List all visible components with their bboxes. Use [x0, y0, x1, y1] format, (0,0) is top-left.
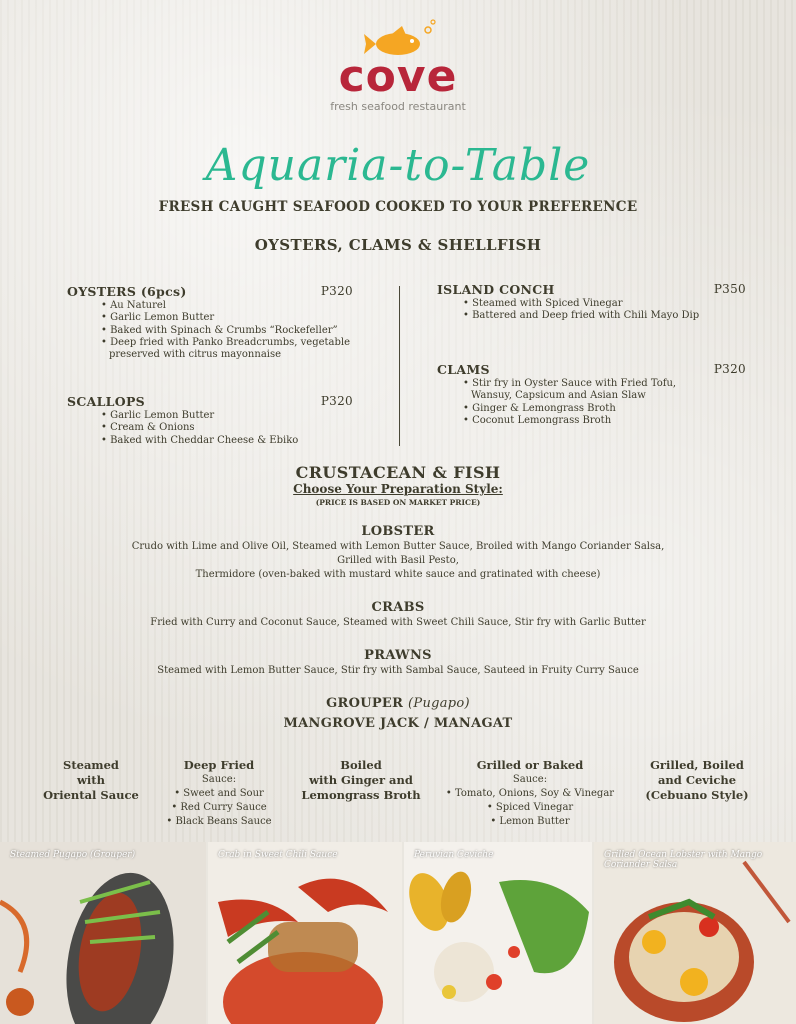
market-price-note: (PRICE IS BASED ON MARKET PRICE) [315, 498, 481, 507]
item-name: ISLAND CONCH [437, 282, 555, 297]
option: • Battered and Deep fried with Chili Mayo Dip [463, 310, 746, 322]
item-price: P320 [320, 284, 353, 298]
style-line: Oriental Sauce [43, 788, 139, 802]
style-line: Deep Fried [183, 758, 255, 772]
sauce-option: Red Curry Sauce [180, 802, 267, 813]
grouper-local-name: (Pugapo) [408, 696, 470, 711]
grouper-block [0, 696, 796, 732]
lobster-line: Grilled with Basil Pesto, [337, 555, 459, 566]
option: • Cream & Onions [101, 422, 353, 434]
lobster-block [0, 524, 796, 582]
style-line: (Cebuano Style) [645, 788, 749, 802]
option: • Garlic Lemon Butter [101, 410, 353, 422]
brand-tagline: fresh seafood restaurant [330, 100, 466, 113]
style-line: Lemongrass Broth [301, 788, 421, 802]
lobster-line: Crudo with Lime and Olive Oil, Steamed with Lemon Butter Sauce, Broiled with Mango Coriander Salsa, [131, 541, 665, 552]
crabs-title: CRABS [371, 600, 425, 615]
grouper-image [0, 842, 206, 1024]
option: • Stir fry in Oyster Sauce with Fried Tofu, Wansuy, Capsicum and Asian Slaw [463, 378, 703, 403]
shellfish-heading: OYSTERS, CLAMS & SHELLFISH [254, 236, 542, 254]
sauce-option: Tomato, Onions, Soy & Vinegar [455, 788, 615, 799]
option: • Deep fried with Panko Breadcrumbs, vegetable preserved with citrus mayonnaise [101, 337, 353, 362]
style-boiled [292, 758, 430, 803]
option: • Baked with Spinach & Crumbs “Rockefeller” [101, 325, 353, 337]
grouper-title: GROUPER [326, 696, 404, 711]
item-price: P320 [320, 394, 353, 408]
menu-item-clams [437, 362, 746, 427]
option: • Ginger & Lemongrass Broth [463, 403, 703, 415]
item-name: CLAMS [437, 362, 490, 377]
choose-style-label: Choose Your Preparation Style: [293, 482, 503, 496]
page-title: Aquaria-to-Table [205, 140, 591, 191]
crustacean-heading: CRUSTACEAN & FISH [295, 463, 501, 482]
option: • Garlic Lemon Butter [101, 312, 353, 324]
item-price: P350 [713, 282, 746, 296]
prawns-text: Steamed with Lemon Butter Sauce, Stir fry with Sambal Sauce, Sauteed in Fruity Curry Sauce [157, 665, 639, 676]
mangrove-title: MANGROVE JACK / MANAGAT [283, 716, 513, 731]
option: • Baked with Cheddar Cheese & Ebiko [101, 435, 353, 447]
preparation-intro [0, 482, 796, 509]
photo-grouper [0, 842, 206, 1024]
item-name: OYSTERS (6pcs) [67, 284, 187, 299]
crabs-block [0, 600, 796, 630]
photo-caption: Grilled Ocean Lobster with Mango Coriander Salsa [604, 850, 763, 870]
style-grilled-boiled-ceviche [632, 758, 762, 803]
column-divider [399, 286, 400, 446]
style-line: Grilled, Boiled [650, 758, 744, 772]
style-line: with [77, 773, 105, 787]
crab-image [208, 842, 402, 1024]
style-sauce-label: Sauce: [512, 774, 548, 785]
sauce-option: Black Beans Sauce [175, 816, 272, 827]
page-subtitle: FRESH CAUGHT SEAFOOD COOKED TO YOUR PREFERENCE [158, 199, 638, 215]
sauce-option: Sweet and Sour [183, 788, 264, 799]
style-steamed [30, 758, 152, 803]
photo-lobster [594, 842, 796, 1024]
menu-item-oysters [67, 284, 353, 361]
style-line: Steamed [63, 758, 119, 772]
photo-caption: Peruvian Ceviche [414, 850, 494, 860]
sauce-option: Spiced Vinegar [495, 802, 574, 813]
menu-item-scallops [67, 394, 353, 447]
menu-item-island-conch [437, 282, 746, 323]
style-line: and Ceviche [657, 773, 737, 787]
brand-name: cove [338, 51, 458, 102]
item-name: SCALLOPS [67, 394, 145, 409]
photo-ceviche [404, 842, 592, 1024]
sauce-option: Lemon Butter [499, 816, 570, 827]
style-line: with Ginger and [309, 773, 413, 787]
crabs-text: Fried with Curry and Coconut Sauce, Steamed with Sweet Chili Sauce, Stir fry with Garlic Butter [150, 617, 646, 628]
style-sauce-label: Sauce: [201, 774, 237, 785]
style-deep-fried: Deep Fried Sauce: • Sweet and Sour • Red Curry Sauce • Black Beans Sauce [158, 758, 280, 829]
style-line: Boiled [340, 758, 382, 772]
photo-caption: Steamed Pugapo (Grouper) [10, 850, 136, 860]
photo-strip [0, 842, 796, 1024]
option: • Steamed with Spiced Vinegar [463, 298, 746, 310]
lobster-title: LOBSTER [361, 524, 435, 539]
photo-crab [208, 842, 402, 1024]
lobster-line: Thermidore (oven-baked with mustard white sauce and gratinated with cheese) [195, 569, 601, 580]
option: • Coconut Lemongrass Broth [463, 415, 703, 427]
photo-caption: Crab in Sweet Chili Sauce [218, 850, 338, 860]
item-price: P320 [713, 362, 746, 376]
style-grilled-or-baked: Grilled or Baked Sauce: • Tomato, Onions, Soy & Vinegar • Spiced Vinegar • Lemon Butter [432, 758, 628, 829]
prawns-block [0, 648, 796, 678]
option: • Au Naturel [101, 300, 353, 312]
style-line: Grilled or Baked [476, 758, 584, 772]
ceviche-image [404, 842, 592, 1024]
preparation-styles [0, 758, 796, 834]
prawns-title: PRAWNS [364, 648, 432, 663]
